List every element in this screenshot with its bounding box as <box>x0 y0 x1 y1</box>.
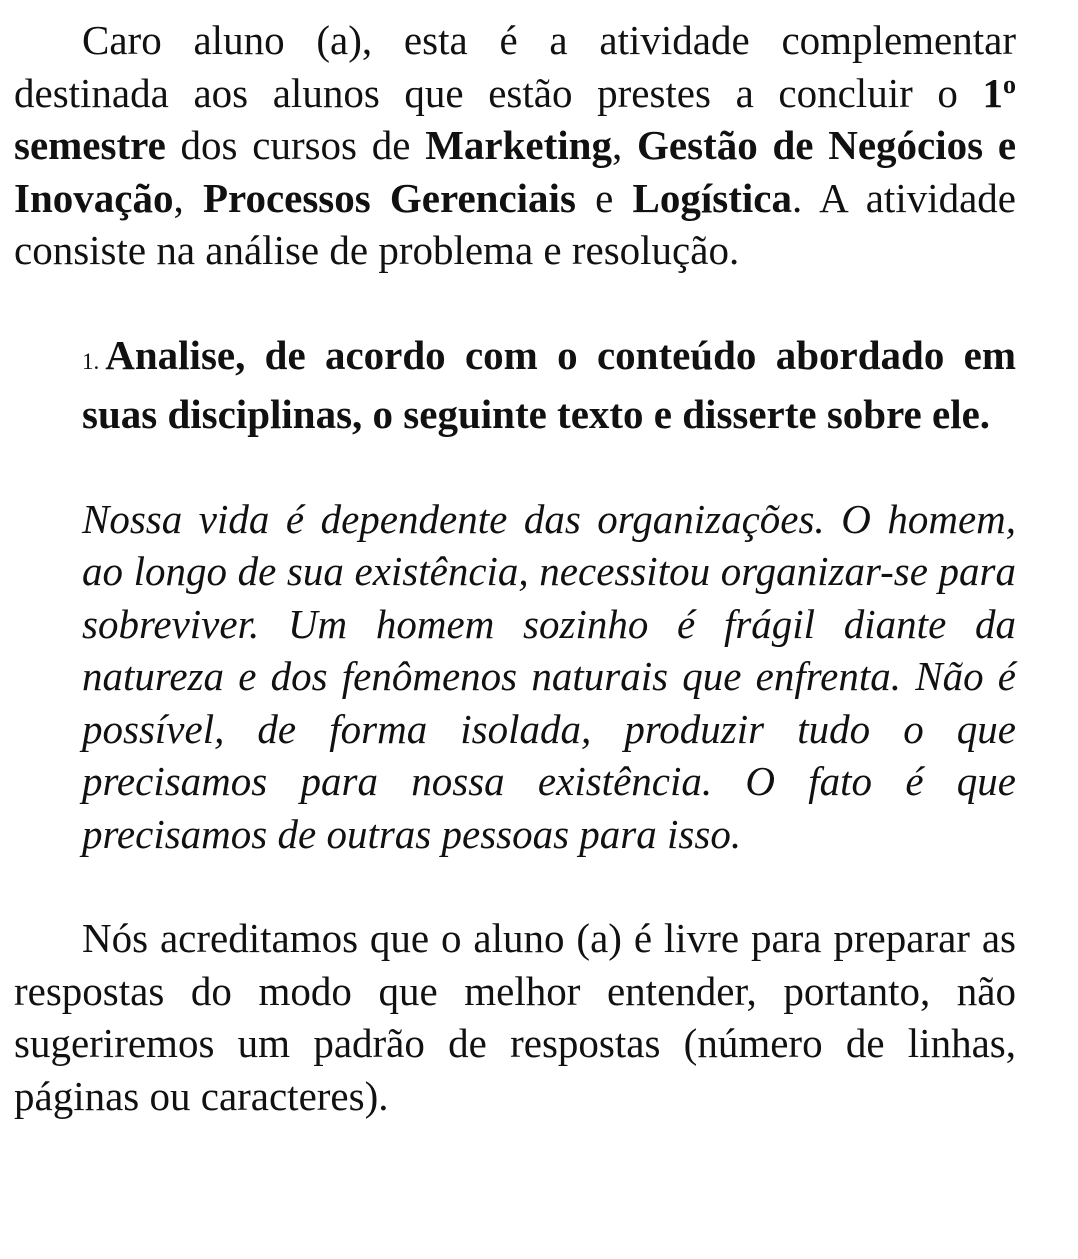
question-1 <box>82 329 1016 441</box>
question-text: Analise, de acordo com o conteúdo abordado em suas disciplinas, o seguinte texto e disserte sobre ele. <box>82 331 1016 437</box>
document-page <box>14 14 1016 1122</box>
semester-word: semestre <box>14 122 166 168</box>
intro-text-1: Caro aluno (a), esta é a atividade complementar destinada aos alunos que estão prestes a concluir o <box>14 17 1016 116</box>
semester-number: 1 <box>982 69 1003 116</box>
course-logistica: Logística <box>632 174 792 221</box>
course-separator-2: , <box>173 174 203 221</box>
intro-paragraph <box>14 14 1016 277</box>
intro-text-3: . A atividade consiste na análise de problema e resolução. <box>14 174 1016 273</box>
course-separator-1: , <box>611 122 637 168</box>
closing-paragraph: Nós acreditamos que o aluno (a) é livre para preparar as respostas do modo que melhor entender, portanto, não sugeriremos um padrão de respostas (número de linhas, páginas ou caracteres). <box>14 915 1016 1119</box>
semester-ordinal: o <box>1003 69 1016 99</box>
course-gestao: Gestão de Negócios e Inovação <box>14 122 1017 221</box>
course-processos: Processos Gerenciais <box>202 174 576 221</box>
course-separator-3: e <box>575 174 633 221</box>
question-number: 1. <box>82 348 100 374</box>
course-marketing: Marketing <box>425 122 612 168</box>
intro-text-2: dos cursos de <box>165 122 426 168</box>
quoted-text: Nossa vida é dependente das organizações. O homem, ao longo de sua existência, necessitou organizar-se para sobreviver. Um homem sozinho é frágil diante da natureza e dos fenômenos naturais que enfrenta. Não é possível, de forma isolada, produzir tudo o que precisamos para nossa existência. O fato é que precisamos de outras pessoas para isso. <box>82 495 1016 857</box>
question-block <box>82 329 1016 861</box>
